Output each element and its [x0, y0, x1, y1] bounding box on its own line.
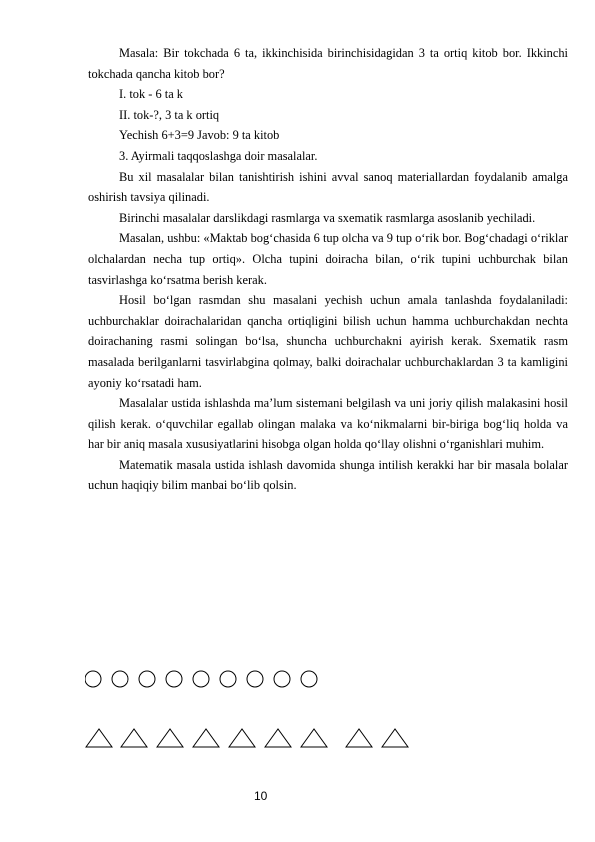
paragraph: Matematik masala ustida ishlash davomida shunga intilish kerakki har bir masala bolalar uchun haqiqiy bilim manbai bo‘lib qolsin. [88, 457, 568, 493]
circle-shape [193, 671, 209, 687]
circles-row [85, 668, 335, 690]
triangle-shape [86, 729, 112, 747]
triangle-shape [382, 729, 408, 747]
triangle-shape [265, 729, 291, 747]
triangle-shape [346, 729, 372, 747]
triangles-row [85, 726, 415, 750]
triangle-shape [193, 729, 219, 747]
paragraph: Masalan, ushbu: «Maktab bog‘chasida 6 tup olcha va 9 tup o‘rik bor. Bog‘chadagi o‘riklar olchalardan necha tup ortiq». Olcha tupini doiracha bilan, o‘rik tupini uchburchak bilan tasvirlashga ko‘rsatma berish kerak. [88, 231, 568, 287]
paragraph: Birinchi masalalar darslikdagi rasmlarga va sxematik rasmlarga asoslanib yechiladi. [119, 210, 536, 225]
circle-shape [139, 671, 155, 687]
paragraph: 3. Ayirmali taqqoslashga doir masalalar. [119, 148, 318, 163]
circle-shape [112, 671, 128, 687]
paragraph: Hosil bo‘lgan rasmdan shu masalani yechish uchun amala tanlashda foydalaniladi: uchburchaklar doirachalaridan qancha ortiqligini bilish uchun hamma uchburchakdan nechta doirachaning rasmi solingan bo‘lsa, shuncha uchburchakni ayirish kerak. Sxematik rasm masalada berilganlarni tasvirlabgina qolmay, balki doirachalar uchburchaklardan 3 ta kamligini ayoniy ko‘rsatadi ham. [88, 293, 568, 390]
circle-shape [166, 671, 182, 687]
circle-shape [220, 671, 236, 687]
triangle-shape [157, 729, 183, 747]
body-text [88, 43, 568, 496]
circle-shape [301, 671, 317, 687]
paragraph: Masala: Bir tokchada 6 ta, ikkinchisida birinchisidagidan 3 ta ortiq kitob bor. Ikkinchi tokchada qancha kitob bor? [88, 46, 568, 81]
paragraph: Masalalar ustida ishlashda ma’lum sistemani belgilash va uni joriy qilish malakasini hosil qilish kerak. o‘quvchilar egallab olingan malaka va ko‘nikmalarni bir-biriga bog‘liq holda va har bir aniq masala xususiyatlarini hisobga olgan holda qo‘llay olishni o‘rganishlari muhim. [88, 396, 568, 452]
circle-shape [85, 671, 101, 687]
paragraph: Bu xil masalalar bilan tanishtirish ishini avval sanoq materiallardan foydalanib amalga oshirish tavsiya qilinadi. [88, 169, 568, 205]
page-number: 10 [254, 789, 268, 803]
paragraph: II. tok-?, 3 ta k ortiq [119, 107, 220, 122]
circle-shape [274, 671, 290, 687]
triangle-shape [229, 729, 255, 747]
paragraph: Yechish 6+3=9 Javob: 9 ta kitob [119, 128, 280, 143]
triangle-shape [301, 729, 327, 747]
circle-shape [247, 671, 263, 687]
triangle-shape [121, 729, 147, 747]
paragraph: I. tok - 6 ta k [119, 87, 184, 102]
